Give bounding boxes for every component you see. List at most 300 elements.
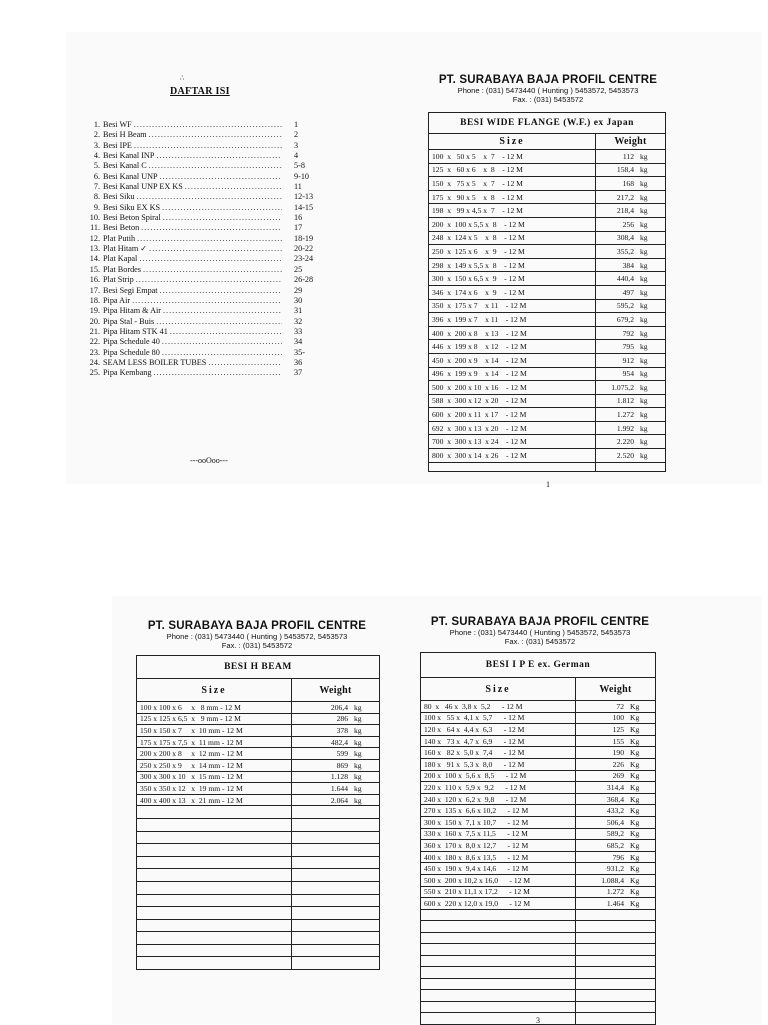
toc-item-number: 22. — [89, 337, 100, 347]
company-name: PT. SURABAYA BAJA PROFIL CENTRE — [147, 620, 367, 632]
company-name: PT. SURABAYA BAJA PROFIL CENTRE — [430, 616, 650, 628]
size-cell: 588 x 300 x 12 x 20 - 12 M — [429, 394, 596, 408]
weight-unit: Kg — [630, 713, 640, 723]
weight-cell — [596, 313, 666, 327]
toc-item-page: 29 — [294, 285, 303, 295]
empty-table-row — [137, 806, 380, 819]
weight-cell — [292, 748, 380, 760]
toc-item-label: SEAM LESS BOILER TUBES — [103, 357, 207, 367]
toc-item-label: Besi Kanal UNP — [103, 171, 158, 181]
size-cell: 125 x 60 x 6 x 8 - 12 M — [429, 163, 596, 177]
weight-value: 1.644 — [330, 783, 348, 793]
toc-leader-dots — [149, 161, 282, 171]
empty-cell — [292, 932, 380, 945]
empty-cell — [137, 831, 292, 844]
table-row — [429, 435, 666, 449]
size-cell: 600 x 220 x 12,0 x 19,0 - 12 M — [421, 898, 576, 910]
weight-cell — [576, 886, 656, 898]
weight-cell — [596, 299, 666, 313]
toc-list — [86, 120, 326, 379]
toc-item-number: 11. — [90, 223, 100, 233]
size-cell: 200 x 100 x 5,6 x 8,5 - 12 M — [421, 770, 576, 782]
weight-unit: kg — [640, 219, 648, 229]
weight-cell — [596, 272, 666, 286]
size-cell: 346 x 174 x 6 x 9 - 12 M — [429, 285, 596, 299]
toc-item — [86, 161, 326, 171]
page-number-3: 3 — [536, 1016, 540, 1025]
toc-item-label: Besi Siku EX KS — [103, 202, 161, 212]
toc-item-number: 14. — [89, 254, 100, 264]
toc-item — [86, 254, 326, 264]
weight-unit: Kg — [630, 771, 640, 781]
weight-unit: kg — [640, 328, 648, 338]
weight-unit: Kg — [630, 852, 640, 862]
page-number-1: 1 — [546, 480, 550, 489]
empty-cell — [292, 844, 380, 857]
weight-value: 269 — [612, 771, 624, 781]
size-cell: 396 x 199 x 7 x 11 - 12 M — [429, 313, 596, 327]
toc-item-label: Pipa Hitam STK 41 — [103, 326, 168, 336]
toc-item-label: Besi IPE — [103, 140, 132, 150]
toc-item-number: 10. — [89, 213, 100, 223]
toc-item — [86, 213, 326, 223]
weight-unit: kg — [640, 396, 648, 406]
table-row — [429, 177, 666, 191]
weight-value: 1.075,2 — [611, 382, 634, 392]
weight-cell — [596, 204, 666, 218]
weight-value: 286 — [336, 714, 348, 724]
weight-value: 954 — [622, 369, 634, 379]
toc-item — [86, 120, 326, 130]
company-phone: Phone : (031) 5473440 ( Hunting ) 5453572, 5453573 — [457, 86, 639, 95]
toc-item-page: 23-24 — [294, 254, 314, 264]
weight-value: 218,4 — [616, 206, 634, 216]
weight-cell — [292, 713, 380, 725]
weight-value: 440,4 — [616, 274, 634, 284]
toc-item — [86, 327, 326, 337]
toc-item-label: Plat Putih — [103, 233, 136, 243]
toc-item-number: 17. — [89, 285, 100, 295]
size-cell: 180 x 91 x 5,3 x 8,0 - 12 M — [421, 758, 576, 770]
empty-cell — [292, 831, 380, 844]
weight-value: 1.128 — [330, 772, 348, 782]
empty-cell — [137, 919, 292, 932]
toc-item-page: 11 — [294, 182, 302, 192]
size-cell: 300 x 300 x 10 x 15 mm - 12 M — [137, 771, 292, 783]
table-row — [421, 840, 656, 852]
weight-unit: kg — [354, 702, 362, 712]
toc-item — [86, 286, 326, 296]
ipe-size-header: Size — [421, 678, 576, 701]
table-row — [421, 724, 656, 736]
weight-cell — [596, 258, 666, 272]
toc-item-label: Pipa Kembang — [103, 368, 152, 378]
table-row — [137, 736, 380, 748]
table-row — [421, 886, 656, 898]
size-cell: 350 x 175 x 7 x 11 - 12 M — [429, 299, 596, 313]
size-cell: 140 x 73 x 4,7 x 6,9 - 12 M — [421, 735, 576, 747]
size-cell: 300 x 150 x 6,5 x 9 - 12 M — [429, 272, 596, 286]
toc-item — [86, 348, 326, 358]
toc-item — [86, 234, 326, 244]
empty-cell — [137, 957, 292, 970]
table-row — [429, 353, 666, 367]
toc-leader-dots — [162, 203, 282, 213]
size-cell: 360 x 170 x 8,0 x 12,7 - 12 M — [421, 840, 576, 852]
weight-cell — [292, 759, 380, 771]
toc-item-page: 3 — [294, 140, 299, 150]
toc-item-number: 7. — [93, 182, 100, 192]
table-row — [137, 771, 380, 783]
toc-leader-dots — [134, 141, 282, 151]
empty-cell — [292, 944, 380, 957]
weight-value: 1.812 — [616, 396, 634, 406]
toc-item — [86, 317, 326, 327]
weight-cell — [292, 794, 380, 806]
toc-item-page: 20-22 — [294, 244, 314, 254]
weight-cell — [292, 771, 380, 783]
empty-cell — [421, 932, 576, 944]
table-row — [429, 217, 666, 231]
weight-cell — [292, 783, 380, 795]
table-row — [137, 725, 380, 737]
weight-unit: kg — [640, 206, 648, 216]
weight-unit: Kg — [630, 759, 640, 769]
weight-unit: kg — [640, 274, 648, 284]
weight-value: 2.520 — [616, 450, 634, 460]
toc-leader-dots — [156, 151, 282, 161]
empty-cell — [137, 881, 292, 894]
empty-table-row — [137, 907, 380, 920]
weight-cell — [596, 421, 666, 435]
weight-cell — [576, 712, 656, 724]
table-row — [137, 759, 380, 771]
weight-cell — [596, 340, 666, 354]
toc-item-number: 5. — [93, 161, 100, 171]
weight-unit: Kg — [630, 817, 640, 827]
toc-footer: ---ooOoo--- — [190, 456, 228, 465]
weight-unit: Kg — [630, 829, 640, 839]
empty-table-row — [421, 909, 656, 921]
table-row — [429, 163, 666, 177]
empty-cell — [292, 919, 380, 932]
weight-value: 1.272 — [606, 887, 624, 897]
weight-unit: kg — [640, 450, 648, 460]
toc-item — [86, 203, 326, 213]
empty-table-row — [137, 894, 380, 907]
weight-value: 2.220 — [616, 437, 634, 447]
weight-value: 497 — [622, 287, 634, 297]
size-cell: 175 x 175 x 7,5 x 11 mm - 12 M — [137, 736, 292, 748]
size-cell: 350 x 350 x 12 x 19 mm - 12 M — [137, 783, 292, 795]
weight-unit: Kg — [630, 748, 640, 758]
toc-item-page: 18-19 — [294, 233, 314, 243]
table-row — [137, 713, 380, 725]
empty-table-row — [137, 957, 380, 970]
toc-item — [86, 265, 326, 275]
weight-unit: kg — [640, 165, 648, 175]
empty-cell — [137, 869, 292, 882]
ipe-table-title: BESI I P E ex. German — [421, 653, 656, 678]
size-cell: 200 x 100 x 5,5 x 8 - 12 M — [429, 217, 596, 231]
weight-value: 125 — [612, 724, 624, 734]
toc-item — [86, 192, 326, 202]
weight-value: 190 — [612, 748, 624, 758]
table-row — [421, 816, 656, 828]
toc-item-label: Pipa Stal - Buis — [103, 316, 155, 326]
empty-cell — [292, 957, 380, 970]
weight-cell — [576, 701, 656, 713]
weight-unit: kg — [640, 301, 648, 311]
size-cell: 500 x 200 x 10 x 16 - 12 M — [429, 381, 596, 395]
empty-cell — [421, 944, 576, 956]
toc-item-number: 12. — [89, 233, 100, 243]
weight-cell — [292, 736, 380, 748]
weight-value: 378 — [336, 725, 348, 735]
weight-unit: kg — [354, 737, 362, 747]
toc-item — [86, 358, 326, 368]
empty-cell — [576, 932, 656, 944]
table-row — [429, 449, 666, 463]
table-row — [429, 204, 666, 218]
toc-item — [86, 141, 326, 151]
table-row — [429, 190, 666, 204]
weight-unit: kg — [354, 760, 362, 770]
weight-cell — [596, 408, 666, 422]
company-phone: Phone : (031) 5473440 ( Hunting ) 5453572, 5453573 — [449, 628, 631, 637]
weight-unit: kg — [640, 369, 648, 379]
weight-unit: Kg — [630, 806, 640, 816]
weight-unit: kg — [354, 749, 362, 759]
empty-table-row — [421, 944, 656, 956]
table-row — [137, 702, 380, 714]
size-cell: 700 x 300 x 13 x 24 - 12 M — [429, 435, 596, 449]
size-cell: 692 x 300 x 13 x 20 - 12 M — [429, 421, 596, 435]
size-cell: 250 x 125 x 6 x 9 - 12 M — [429, 245, 596, 259]
weight-value: 685,2 — [606, 840, 624, 850]
toc-item — [86, 337, 326, 347]
hbeam-size-header: Size — [137, 679, 292, 702]
empty-cell — [421, 967, 576, 979]
wf-weight-header: Weight — [596, 134, 666, 150]
table-row — [421, 851, 656, 863]
empty-cell — [292, 894, 380, 907]
empty-cell — [576, 1001, 656, 1013]
table-row — [137, 794, 380, 806]
weight-cell — [596, 381, 666, 395]
weight-cell — [596, 394, 666, 408]
weight-value: 796 — [612, 852, 624, 862]
empty-cell — [292, 818, 380, 831]
toc-item-number: 18. — [89, 295, 100, 305]
toc-item-number: 25. — [89, 368, 100, 378]
weight-unit: kg — [354, 783, 362, 793]
table-row — [429, 150, 666, 164]
empty-cell — [137, 932, 292, 945]
toc-item-page: 33 — [294, 326, 303, 336]
toc-item-label: Pipa Schedule 80 — [103, 347, 160, 357]
table-row — [429, 421, 666, 435]
empty-cell — [421, 955, 576, 967]
weight-value: 355,2 — [616, 246, 634, 256]
weight-cell — [292, 702, 380, 714]
toc-item-page: 5-8 — [294, 161, 305, 171]
empty-cell — [137, 907, 292, 920]
weight-cell — [596, 150, 666, 164]
empty-cell — [292, 907, 380, 920]
table-row — [421, 701, 656, 713]
toc-leader-dots — [143, 265, 282, 275]
toc-item-label: Plat Hitam ✓ — [103, 244, 148, 254]
company-phone: Phone : (031) 5473440 ( Hunting ) 5453572, 5453573 — [166, 632, 348, 641]
weight-cell — [576, 758, 656, 770]
hbeam-weight-header: Weight — [292, 679, 380, 702]
table-row — [421, 747, 656, 759]
empty-cell — [292, 881, 380, 894]
toc-leader-dots — [170, 327, 282, 337]
weight-value: 482,4 — [330, 737, 348, 747]
weight-cell — [596, 326, 666, 340]
size-cell: 160 x 82 x 5,0 x 7,4 - 12 M — [421, 747, 576, 759]
size-cell: 500 x 200 x 10,2 x 16,0 - 12 M — [421, 874, 576, 886]
table-row — [429, 381, 666, 395]
table-row — [429, 367, 666, 381]
toc-item-page: 26-28 — [294, 275, 314, 285]
toc-leader-dots — [163, 306, 282, 316]
empty-cell — [576, 921, 656, 933]
table-row — [421, 758, 656, 770]
toc-item-number: 13. — [89, 244, 100, 254]
table-row — [421, 874, 656, 886]
weight-cell — [596, 231, 666, 245]
empty-cell — [137, 894, 292, 907]
weight-value: 112 — [622, 151, 634, 161]
toc-item — [86, 223, 326, 233]
size-cell: 150 x 75 x 5 x 7 - 12 M — [429, 177, 596, 191]
ipe-table — [420, 652, 656, 1025]
toc-item-number: 23. — [89, 347, 100, 357]
toc-item-number: 6. — [93, 171, 100, 181]
toc-item-label: Pipa Hitam & Air — [103, 306, 161, 316]
weight-value: 155 — [612, 736, 624, 746]
weight-unit: kg — [640, 246, 648, 256]
toc-item-label: Plat Kapal — [103, 254, 138, 264]
weight-unit: kg — [640, 287, 648, 297]
toc-item-label: Besi Siku — [103, 192, 135, 202]
weight-unit: Kg — [630, 794, 640, 804]
empty-cell — [421, 1013, 576, 1025]
toc-item-number: 16. — [89, 275, 100, 285]
toc-item — [86, 182, 326, 192]
empty-table-row — [137, 856, 380, 869]
empty-table-row — [421, 1001, 656, 1013]
toc-item-page: 16 — [294, 213, 303, 223]
size-cell: 450 x 200 x 9 x 14 - 12 M — [429, 353, 596, 367]
weight-cell — [576, 851, 656, 863]
weight-unit: Kg — [630, 782, 640, 792]
table-row — [429, 231, 666, 245]
weight-unit: kg — [640, 151, 648, 161]
weight-cell — [596, 245, 666, 259]
toc-leader-dots — [136, 275, 282, 285]
empty-table-row — [137, 944, 380, 957]
weight-value: 599 — [336, 749, 348, 759]
wf-table-title: BESI WIDE FLANGE (W.F.) ex Japan — [429, 113, 666, 134]
toc-item — [86, 244, 326, 254]
toc-item-label: Besi Kanal INP — [103, 151, 155, 161]
toc-item-number: 3. — [93, 140, 100, 150]
table-row — [421, 770, 656, 782]
weight-cell — [576, 874, 656, 886]
size-cell: 400 x 180 x 8,6 x 13,5 - 12 M — [421, 851, 576, 863]
weight-value: 1.992 — [616, 423, 634, 433]
weight-value: 384 — [622, 260, 634, 270]
empty-cell — [292, 869, 380, 882]
weight-value: 217,2 — [616, 192, 634, 202]
empty-cell — [421, 909, 576, 921]
table-row — [137, 783, 380, 795]
weight-unit: kg — [354, 725, 362, 735]
toc-item-page: 2 — [294, 130, 299, 140]
empty-cell — [421, 1001, 576, 1013]
weight-value: 795 — [622, 342, 634, 352]
empty-table-row — [137, 818, 380, 831]
weight-value: 931,2 — [606, 864, 624, 874]
size-cell: 800 x 300 x 14 x 26 - 12 M — [429, 449, 596, 463]
size-cell: 200 x 200 x 8 x 12 mm - 12 M — [137, 748, 292, 760]
empty-cell — [421, 990, 576, 1002]
toc-item-number: 1. — [93, 120, 100, 129]
toc-item-number: 19. — [89, 306, 100, 316]
table-row — [421, 898, 656, 910]
weight-value: 1.272 — [616, 410, 634, 420]
weight-cell — [596, 435, 666, 449]
weight-value: 206,4 — [330, 702, 348, 712]
toc-item — [86, 368, 326, 378]
wf-empty-cell — [596, 462, 666, 471]
toc-item-page: 25 — [294, 264, 303, 274]
weight-unit: kg — [640, 355, 648, 365]
weight-cell — [576, 816, 656, 828]
empty-table-row — [137, 932, 380, 945]
toc-leader-dots — [160, 172, 282, 182]
toc-item-number: 15. — [89, 264, 100, 274]
toc-item — [86, 151, 326, 161]
table-row — [429, 285, 666, 299]
weight-unit: Kg — [630, 898, 640, 908]
toc-item-page: 30 — [294, 295, 303, 305]
weight-value: 72 — [616, 701, 624, 711]
size-cell: 450 x 190 x 9,4 x 14,6 - 12 M — [421, 863, 576, 875]
weight-unit: kg — [640, 192, 648, 202]
size-cell: 175 x 90 x 5 x 8 - 12 M — [429, 190, 596, 204]
wf-table — [428, 112, 666, 472]
weight-cell — [596, 177, 666, 191]
table-row — [429, 313, 666, 327]
weight-cell — [576, 805, 656, 817]
weight-cell — [576, 724, 656, 736]
toc-title: DAFTAR ISI — [170, 86, 230, 97]
wf-empty-cell — [429, 462, 596, 471]
toc-item-label: Pipa Schedule 40 — [103, 337, 160, 347]
toc-leader-dots — [163, 213, 282, 223]
weight-cell — [576, 840, 656, 852]
toc-item-page: 1 — [294, 120, 299, 129]
toc-item-number: 8. — [93, 192, 100, 202]
weight-unit: kg — [354, 795, 362, 805]
empty-table-row — [421, 921, 656, 933]
table-row — [421, 712, 656, 724]
